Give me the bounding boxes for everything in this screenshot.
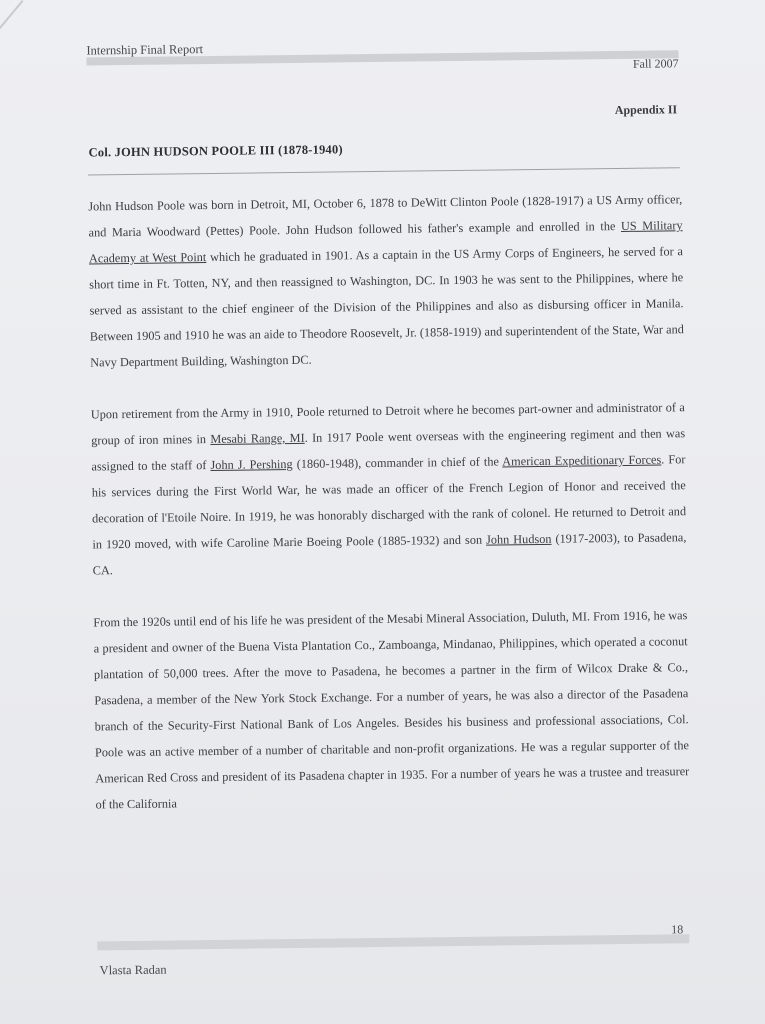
hyperlink[interactable]: John Hudson	[485, 531, 552, 547]
page-footer	[97, 922, 690, 979]
report-title: Internship Final Report	[86, 42, 204, 58]
paragraph	[93, 602, 689, 817]
paragraph-text: . In 1917 Poole went overseas with the engineering regiment and then was assigned to the staff of	[91, 426, 686, 474]
title-divider	[88, 167, 680, 175]
paragraph-text: From the 1920s until end of his life he was president of the Mesabi Mineral Association, Duluth, MI. From 1916, he was a president and owner of the Buena Vista Plantation Co., Zamboanga, Mindanao, Philippines, which operated a coconut plantation of 50,000 trees. After the move to Pasadena, he becomes a partner in the firm of Wilcox Drake & Co., Pasadena, a member of the New York Stock Exchange. For a number of years, he was also a director of the Pasadena branch of the Security-First National Bank of Los Angeles. Besides his business and professional associations, Col. Poole was an active member of a number of charitable and non-profit organizations. He was a regular supporter of the American Red Cross and president of its Pasadena chapter in 1935. For a number of years he was a trustee and treasurer of the California	[93, 608, 690, 812]
page-number: 18	[671, 922, 684, 937]
paragraph-text: (1860-1948), commander in chief of the	[292, 454, 503, 472]
paragraph	[88, 186, 684, 375]
hyperlink[interactable]: American Expeditionary Forces	[502, 452, 662, 469]
paragraph	[91, 394, 687, 583]
body-text	[88, 186, 690, 843]
hyperlink[interactable]: US Military Academy at West Point	[88, 218, 683, 266]
appendix-label: Appendix II	[614, 102, 678, 118]
report-page	[70, 24, 696, 1001]
footer-rule	[97, 934, 689, 950]
report-term: Fall 2007	[632, 56, 679, 71]
paragraph-text: . For his services during the First World War, he was made an officer of the French Legion of Honor and received the decoration of l'Etoile Noire. In 1919, he was honorably discharged with the rank of colonel. He returned to Detroit and in 1920 moved, with wife Caroline Marie Boeing Poole (1885-1932) and son	[91, 452, 687, 552]
paragraph-text: (1917-2003), to Pasadena, CA.	[92, 530, 687, 578]
hyperlink[interactable]: Mesabi Range, MI	[210, 430, 305, 447]
paragraph-text: John Hudson Poole was born in Detroit, MI, October 6, 1878 to DeWitt Clinton Poole (1828-1917) a US Army officer, and Maria Woodward (Pettes) Poole. John Hudson followed his father's example and enrolled in the	[88, 192, 683, 240]
paragraph-text: which he graduated in 1901. As a captain in the US Army Corps of Engineers, he served for a short time in Ft. Totten, NY, and then reassigned to Washington, DC. In 1903 he was sent to the Philippines, where he served as assistant to the chief engineer of the Division of the Philippines and also as disbursing officer in Manila. Between 1905 and 1910 he was an aide to Theodore Roosevelt, Jr. (1858-1919) and superintendent of the State, War and Navy Department Building, Washington DC.	[89, 244, 684, 370]
section-title: Col. JOHN HUDSON POOLE III (1878-1940)	[88, 142, 343, 160]
paragraph-text: Upon retirement from the Army in 1910, Poole returned to Detroit where he becomes part-owner and administrator of a group of iron mines in	[90, 400, 685, 448]
paper-crease	[0, 0, 24, 37]
author-name: Vlasta Radan	[99, 962, 167, 978]
hyperlink[interactable]: John J. Pershing	[210, 457, 293, 473]
page-header	[86, 36, 678, 77]
